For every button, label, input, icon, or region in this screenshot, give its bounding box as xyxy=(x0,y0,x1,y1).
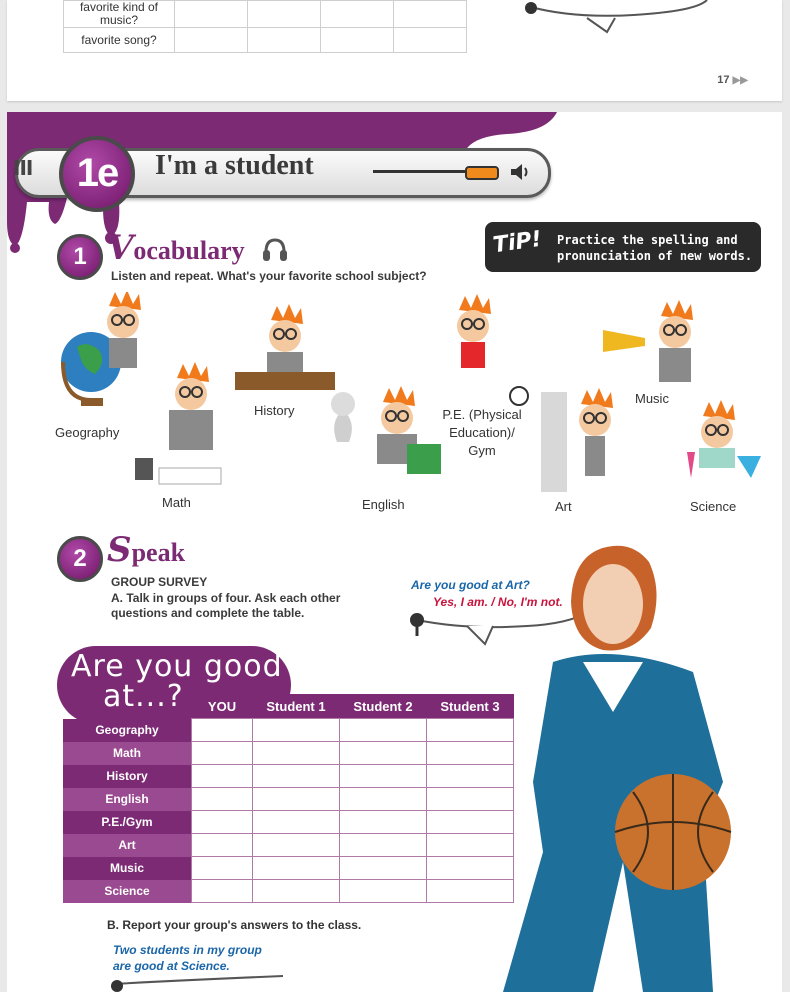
student-photo xyxy=(463,532,773,992)
column-header: YOU xyxy=(192,694,253,719)
group-survey-label: GROUP SURVEY xyxy=(111,575,208,589)
subject-label-art: Art xyxy=(555,499,572,514)
previous-page-strip xyxy=(7,0,782,101)
subject-label-history: History xyxy=(254,403,295,418)
answer-cell[interactable] xyxy=(340,719,427,742)
section-title-vocabulary: Vocabulary xyxy=(107,228,245,268)
column-header: Student 2 xyxy=(340,694,427,719)
table-row xyxy=(63,834,514,857)
answer-cell[interactable] xyxy=(340,880,427,903)
answer-cell[interactable] xyxy=(192,811,253,834)
tip-label: TiP! xyxy=(491,226,544,259)
column-header: Student 1 xyxy=(253,694,340,719)
table-row xyxy=(63,811,514,834)
subject-label-science: Science xyxy=(690,499,737,514)
speech-bubble-bottom xyxy=(107,974,287,992)
subject-label-math: Math xyxy=(162,495,191,510)
page-number: 17 ▶▶ xyxy=(717,74,748,86)
row-label: Art xyxy=(63,834,192,857)
subject-label-english: English xyxy=(362,497,405,512)
answer-cell[interactable] xyxy=(192,834,253,857)
speak-instruction-a: A. Talk in groups of four. Ask each other questions and complete the table. xyxy=(111,591,341,620)
table-row xyxy=(63,719,514,742)
answer-cell[interactable] xyxy=(192,719,253,742)
bubble-question: Are you good at Art? xyxy=(411,578,530,592)
row-label: English xyxy=(63,788,192,811)
table-row xyxy=(63,788,514,811)
answer-cell[interactable] xyxy=(340,834,427,857)
audio-slider-handle[interactable] xyxy=(465,166,499,180)
table-row xyxy=(63,880,514,903)
row-label: Science xyxy=(63,880,192,903)
answer-cell[interactable] xyxy=(253,834,340,857)
answer-cell[interactable] xyxy=(340,765,427,788)
table-row xyxy=(64,28,467,53)
survey-table xyxy=(63,694,514,903)
column-header: Student 3 xyxy=(427,694,514,719)
answer-cell[interactable] xyxy=(253,788,340,811)
row-label: Math xyxy=(63,742,192,765)
vocabulary-instruction: Listen and repeat. What's your favorite school subject? xyxy=(111,269,427,283)
subject-label-music: Music xyxy=(635,391,669,406)
answer-cell[interactable] xyxy=(192,788,253,811)
answer-cell[interactable] xyxy=(192,857,253,880)
bubble-answer: Yes, I am. / No, I'm not. xyxy=(433,595,563,609)
answer-cell[interactable] xyxy=(253,857,340,880)
section-number-speak: 2 xyxy=(57,536,103,582)
table-header-row xyxy=(63,694,514,719)
row-label: Geography xyxy=(63,719,192,742)
answer-cell[interactable] xyxy=(340,788,427,811)
subject-label-geography: Geography xyxy=(55,425,120,440)
row-label: History xyxy=(63,765,192,788)
page-title: I'm a student xyxy=(155,150,314,181)
answer-cell[interactable] xyxy=(192,880,253,903)
answer-cell[interactable] xyxy=(340,742,427,765)
answer-cell[interactable] xyxy=(340,811,427,834)
answer-cell[interactable] xyxy=(253,742,340,765)
example-answer: Two students in my group are good at Science. xyxy=(113,943,262,973)
previous-page-table xyxy=(63,0,467,53)
table-row xyxy=(63,857,514,880)
table-row xyxy=(63,765,514,788)
answer-cell[interactable] xyxy=(253,811,340,834)
tip-box xyxy=(485,222,761,272)
answer-cell[interactable] xyxy=(253,880,340,903)
survey-title: Are you good at...? xyxy=(71,649,283,714)
speak-instruction-b: B. Report your group's answers to the class. xyxy=(107,918,362,932)
row-label: P.E./Gym xyxy=(63,811,192,834)
answer-cell[interactable] xyxy=(192,742,253,765)
section-title-speak: Speak xyxy=(107,530,186,570)
soccer-ball xyxy=(510,387,528,405)
subject-label-pe: P.E. (Physical Education)/ Gym xyxy=(442,407,522,458)
row-label: Music xyxy=(63,857,192,880)
section-number-vocabulary: 1 xyxy=(57,234,103,280)
answer-cell[interactable] xyxy=(340,857,427,880)
answer-cell[interactable] xyxy=(253,765,340,788)
speech-bubble-outline xyxy=(517,0,717,40)
unit-number-badge: 1e xyxy=(59,136,135,212)
answer-cell[interactable] xyxy=(253,719,340,742)
tip-text: Practice the spelling and pronunciation of new words. xyxy=(557,233,753,263)
table-row-label: favorite kind of music? xyxy=(64,1,175,28)
answer-cell[interactable] xyxy=(192,765,253,788)
table-row xyxy=(64,1,467,28)
speaker-icon[interactable] xyxy=(509,162,533,182)
header-bars-icon: III xyxy=(13,156,33,180)
table-row-label: favorite song? xyxy=(64,28,175,53)
textbook-page xyxy=(7,112,782,992)
table-row xyxy=(63,742,514,765)
headphones-icon[interactable] xyxy=(261,236,289,264)
